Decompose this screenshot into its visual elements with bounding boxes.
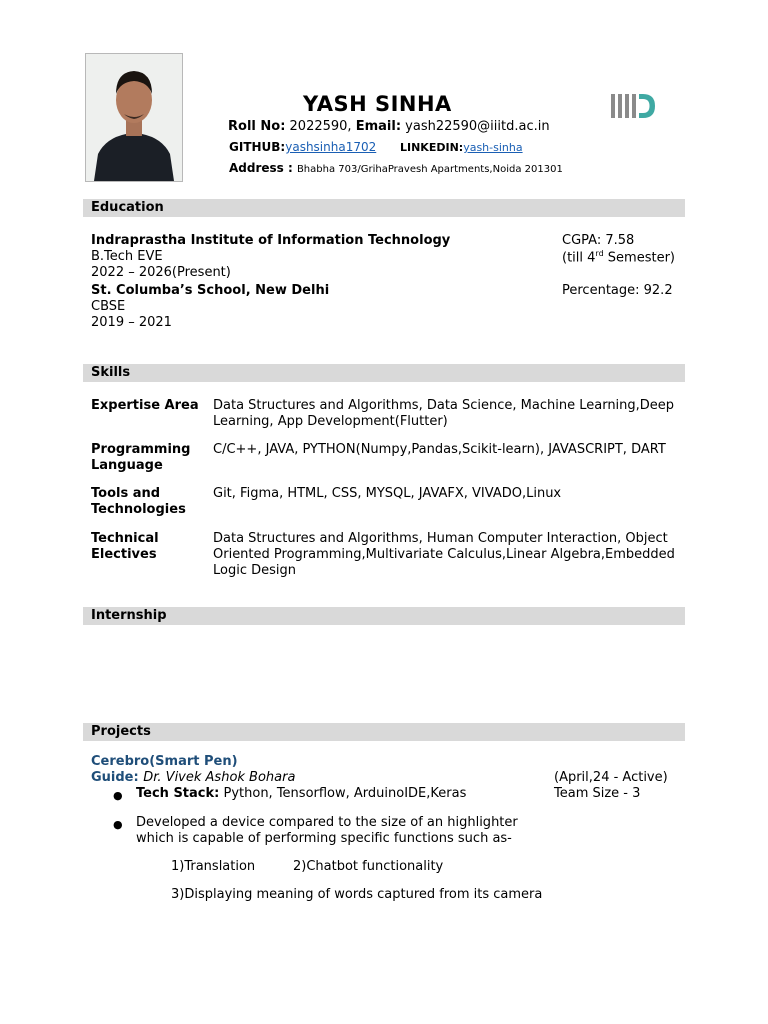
github-label: GITHUB:: [229, 140, 286, 154]
education-heading: Education: [83, 199, 685, 217]
tech-stack-label: Tech Stack:: [136, 786, 220, 801]
skills-heading: Skills: [83, 364, 685, 382]
address-value: Bhabha 703/GrihaPravesh Apartments,Noida 201301: [296, 164, 563, 175]
skill-value: Learning, App Development(Flutter): [213, 414, 448, 429]
education-score: CGPA: 7.58: [562, 233, 635, 248]
address-line: [229, 161, 563, 176]
education-years: 2019 – 2021: [91, 315, 172, 330]
roll-email-line: [228, 119, 550, 134]
project-period: (April,24 - Active): [554, 770, 668, 785]
education-institution: Indraprastha Institute of Information Technology: [91, 233, 451, 248]
candidate-name: YASH SINHA: [303, 92, 452, 116]
roll-label: Roll No:: [228, 119, 286, 134]
skill-value: Git, Figma, HTML, CSS, MYSQL, JAVAFX, VIVADO,Linux: [213, 486, 562, 501]
skill-value: Data Structures and Algorithms, Human Computer Interaction, Object: [213, 531, 668, 546]
education-degree: CBSE: [91, 299, 126, 314]
skill-label: Language: [91, 458, 163, 473]
skill-label: Technologies: [91, 502, 186, 517]
linkedin-line: [400, 141, 523, 154]
linkedin-label: LINKEDIN:: [400, 141, 464, 154]
project-function: 2)Chatbot functionality: [293, 859, 444, 874]
address-label: Address :: [229, 161, 293, 175]
skill-label: Tools and: [91, 486, 161, 501]
skill-value: Oriented Programming,Multivariate Calculus,Linear Algebra,Embedded: [213, 547, 675, 562]
skill-value: Data Structures and Algorithms, Data Science, Machine Learning,Deep: [213, 398, 675, 413]
project-tech-stack: [136, 786, 466, 801]
education-institution: St. Columba’s School, New Delhi: [91, 283, 330, 298]
project-description: which is capable of performing specific functions such as-: [136, 831, 512, 846]
skill-value: C/C++, JAVA, PYTHON(Numpy,Pandas,Scikit-learn), JAVASCRIPT, DART: [213, 442, 666, 457]
project-description: Developed a device compared to the size of an highlighter: [136, 815, 518, 830]
guide-name: Dr. Vivek Ashok Bohara: [143, 770, 296, 785]
skill-value: Logic Design: [213, 563, 296, 578]
guide-label: Guide: [91, 770, 134, 785]
project-guide: Guide: Dr. Vivek Ashok Bohara: [91, 770, 296, 785]
profile-photo: [85, 53, 183, 182]
education-semester-note: (till 4rd Semester): [562, 249, 675, 266]
tech-stack-value: Python, Tensorflow, ArduinoIDE,Keras: [223, 786, 467, 801]
education-score: Percentage: 92.2: [562, 283, 673, 298]
project-team-size: Team Size - 3: [554, 786, 641, 801]
project-function: 1)Translation: [171, 859, 256, 874]
github-link[interactable]: yashsinha1702: [285, 140, 377, 154]
internship-heading: Internship: [83, 607, 685, 625]
skill-label: Electives: [91, 547, 157, 562]
bullet-icon: ●: [113, 818, 123, 831]
email-value[interactable]: yash22590@iiitd.ac.in: [405, 119, 550, 134]
bullet-icon: ●: [113, 789, 123, 802]
roll-value: 2022590,: [289, 119, 352, 134]
linkedin-link[interactable]: yash-sinha: [463, 141, 523, 154]
skill-label: Expertise Area: [91, 398, 199, 413]
skill-label: Programming: [91, 442, 191, 457]
skill-label: Technical: [91, 531, 159, 546]
iiitd-logo-icon: [611, 92, 655, 120]
project-title: Cerebro(Smart Pen): [91, 754, 238, 769]
project-function: 3)Displaying meaning of words captured from its camera: [171, 887, 543, 902]
education-years: 2022 – 2026(Present): [91, 265, 231, 280]
person-photo-icon: [86, 54, 182, 181]
github-line: [229, 140, 376, 154]
email-label: Email:: [355, 119, 402, 134]
projects-heading: Projects: [83, 723, 685, 741]
education-degree: B.Tech EVE: [91, 249, 163, 264]
